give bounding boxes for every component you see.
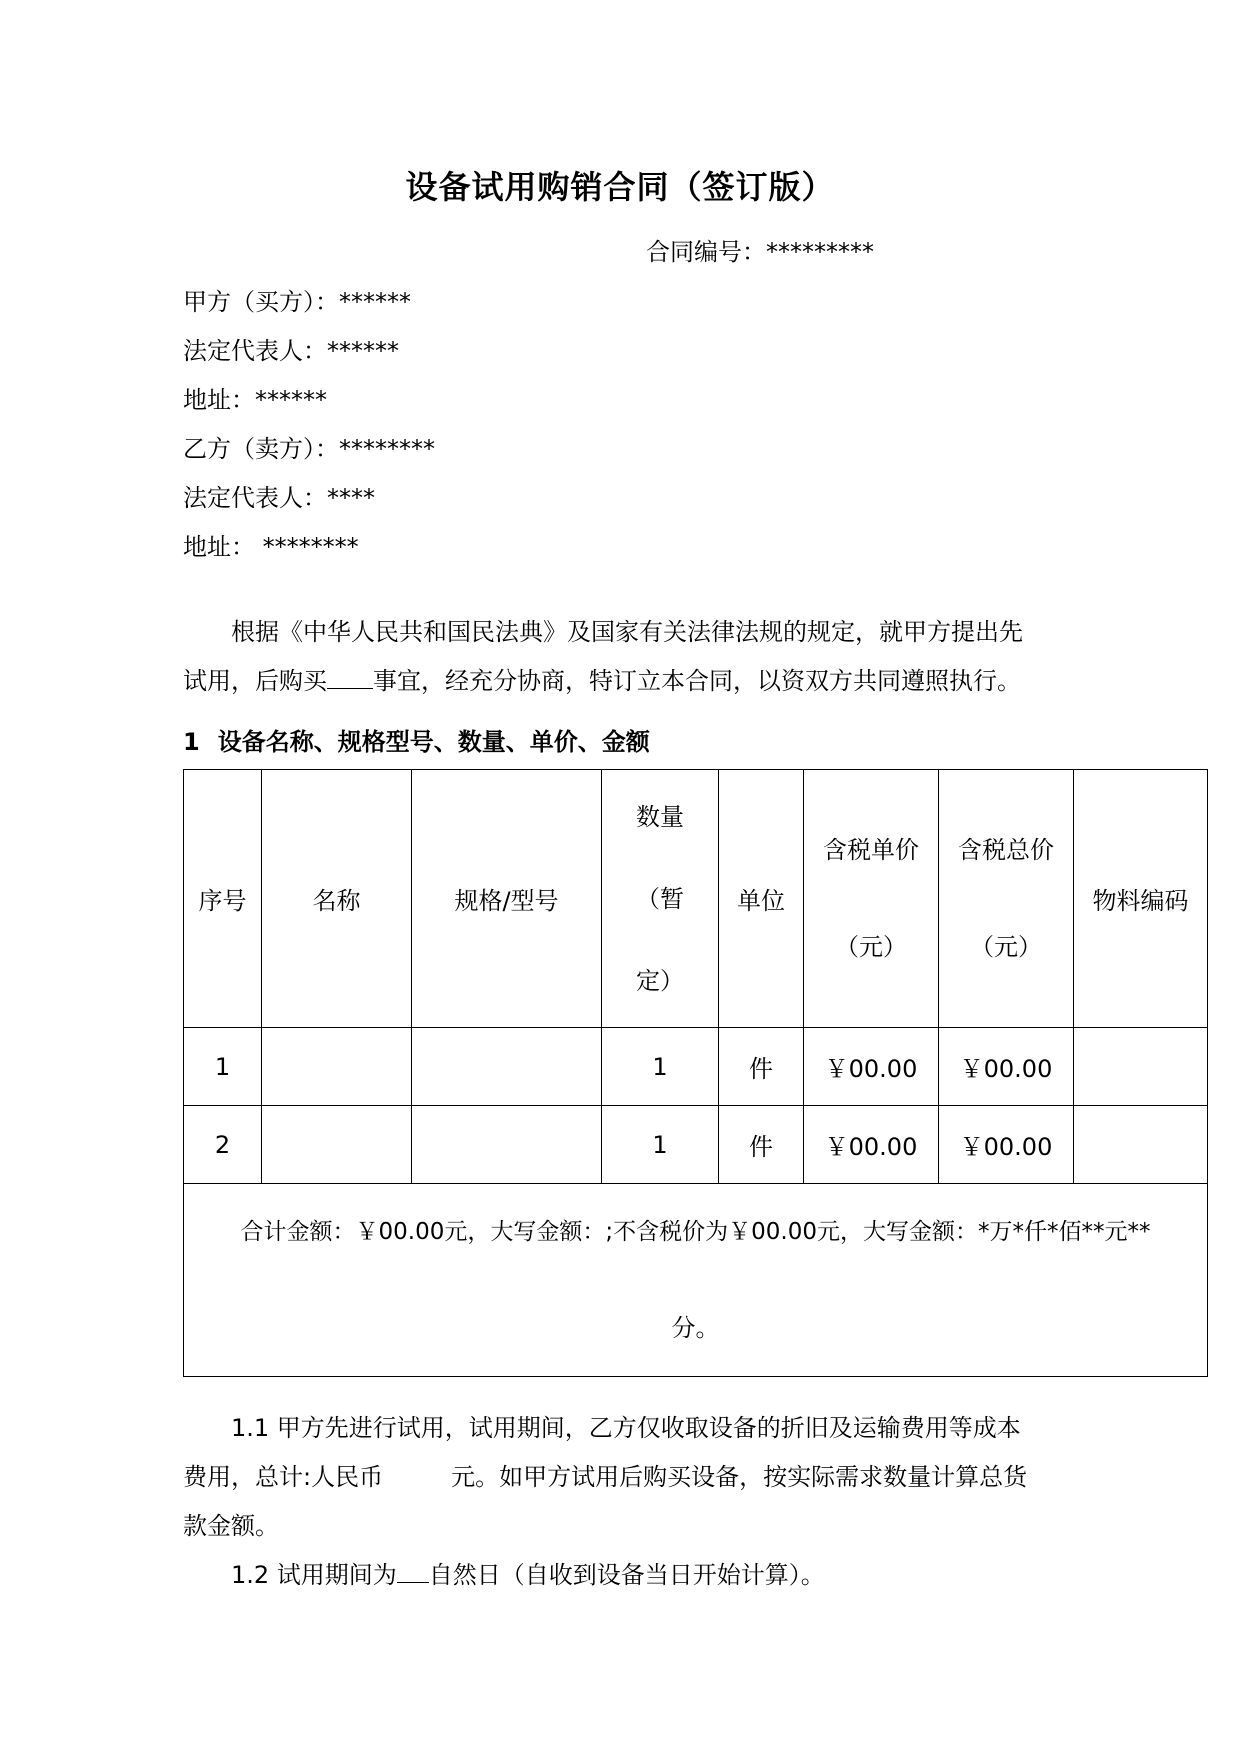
header-quantity-line-2: （暂 [636,884,684,913]
clause-1-1-line-1: 1.1 甲方先进行试用，试用期间，乙方仅收取设备的折旧及运输费用等成本 [231,1414,1021,1442]
clause-1-1-line-2-end: 元。如甲方试用后购买设备，按实际需求数量计算总货 [451,1463,1028,1491]
table-total-row [184,1184,1208,1377]
clause-1-1-line-2 [183,1453,1063,1502]
party-b-representative: 法定代表人：**** [183,484,375,512]
intro-line-2-end: 事宜，经充分协商，特订立本合同，以资双方共同遵照执行。 [373,667,1021,695]
cell-material-code [1074,1028,1208,1106]
clause-1-1-line-2-start: 费用，总计:人民币 [183,1463,384,1491]
purchase-item-blank [327,688,373,689]
trial-days-blank [397,1582,429,1583]
table-row [184,1106,1208,1184]
cell-seq: 1 [184,1028,262,1106]
section-1-number: 1 [183,728,200,756]
header-total-price-line-1: 含税总价 [958,835,1054,864]
contract-number: 合同编号：********* [646,238,874,266]
header-total-price-line-2: （元） [970,932,1042,961]
document-title: 设备试用购销合同（签订版） [405,168,835,206]
header-quantity [602,770,719,1028]
cell-unit-price: ￥00.00 [804,1028,939,1106]
cell-spec [412,1106,602,1184]
header-total-price [939,770,1074,1028]
party-b-address: 地址： ******** [183,533,359,561]
party-a-representative: 法定代表人：****** [183,337,399,365]
cell-total-price: ￥00.00 [939,1028,1074,1106]
clause-1-1-line-3: 款金额。 [183,1512,279,1540]
cell-unit: 件 [719,1106,804,1184]
header-seq: 序号 [184,770,262,1028]
intro-line-1: 根据《中华人民共和国民法典》及国家有关法律法规的规定，就甲方提出先 [231,618,1023,646]
total-amount-cell [184,1184,1208,1377]
equipment-table [183,769,1208,1377]
cell-material-code [1074,1106,1208,1184]
cell-name [262,1028,412,1106]
cell-spec [412,1028,602,1106]
header-quantity-line-1: 数量 [636,802,684,831]
clause-1-1 [183,1404,1063,1551]
total-amount-line-2: 分。 [671,1314,720,1342]
party-a-address: 地址：****** [183,386,327,414]
cell-unit-price: ￥00.00 [804,1106,939,1184]
cell-total-price: ￥00.00 [939,1106,1074,1184]
header-spec: 规格/型号 [412,770,602,1028]
intro-line-2-start: 试用，后购买 [183,667,327,695]
party-a-name: 甲方（买方）：****** [183,288,411,316]
table-row [184,1028,1208,1106]
cell-quantity: 1 [602,1028,719,1106]
cell-quantity: 1 [602,1106,719,1184]
cell-unit: 件 [719,1028,804,1106]
clause-1-2-start: 1.2 试用期间为 [231,1561,397,1589]
section-1-heading [183,722,650,757]
cell-name [262,1106,412,1184]
intro-paragraph [183,608,1063,706]
header-name: 名称 [262,770,412,1028]
cell-seq: 2 [184,1106,262,1184]
party-b-name: 乙方（卖方）：******** [183,435,435,463]
header-material-code: 物料编码 [1074,770,1208,1028]
intro-line-2 [183,657,1063,706]
header-unit: 单位 [719,770,804,1028]
table-header-row [184,770,1208,1028]
section-1-title: 设备名称、规格型号、数量、单价、金额 [217,728,650,756]
clause-1-2-end: 自然日（自收到设备当日开始计算）。 [428,1561,825,1589]
header-quantity-line-3: 定） [636,966,684,995]
header-unit-price [804,770,939,1028]
clause-1-2 [183,1551,1063,1600]
header-unit-price-line-2: （元） [835,932,907,961]
header-unit-price-line-1: 含税单价 [823,835,919,864]
total-amount-line-1: 合计金额：￥00.00元，大写金额：;不含税价为￥00.00元，大写金额：*万*仟*佰**元** [240,1219,1151,1245]
